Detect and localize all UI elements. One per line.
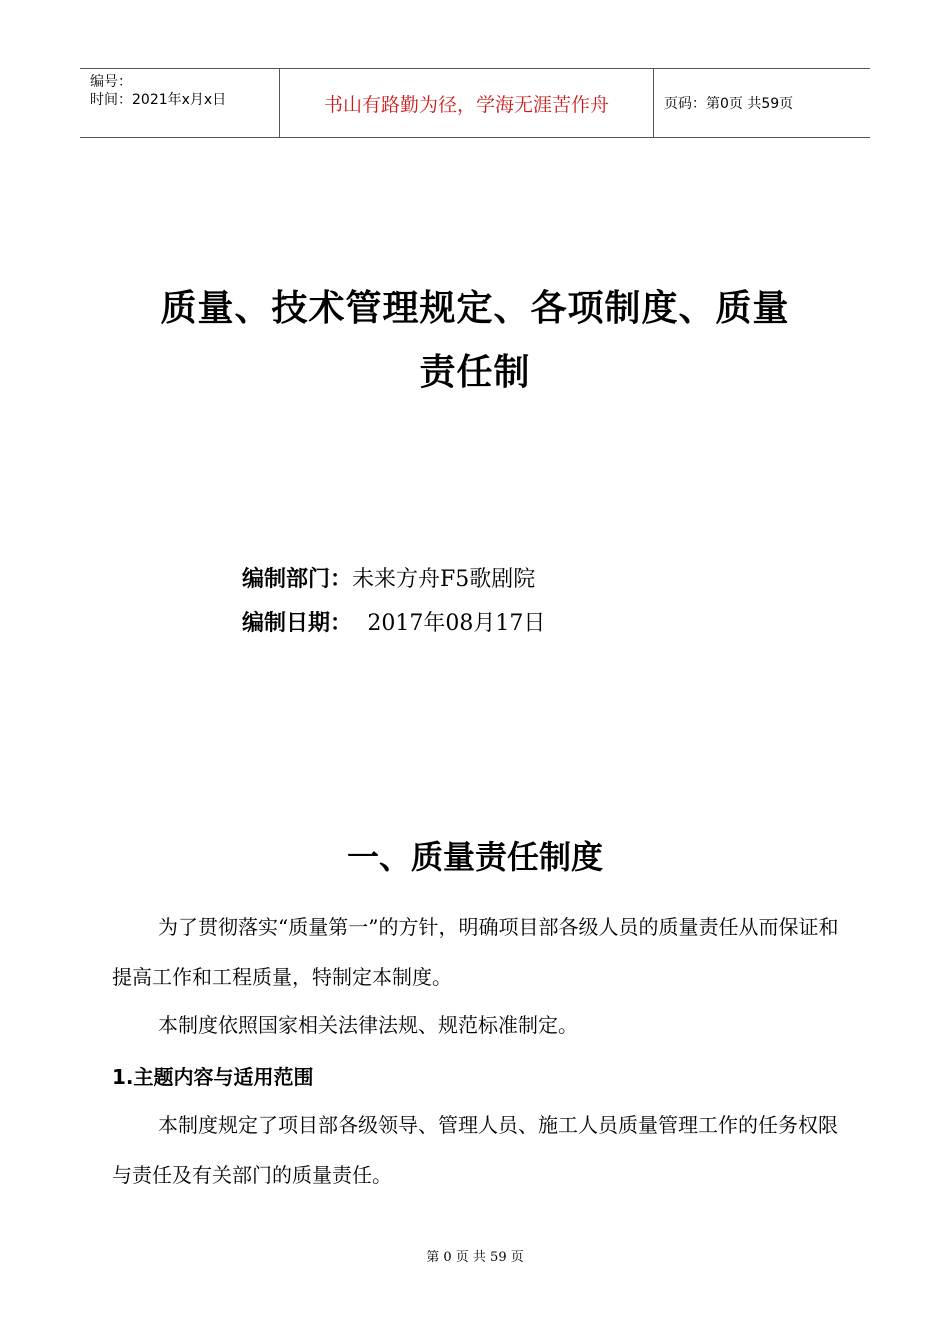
document-title-line1: 质量、技术管理规定、各项制度、质量 [160,288,790,329]
date-label: 编制日期： [242,610,353,636]
header-motto: 书山有路勤为径，学海无涯苦作舟 [280,69,654,137]
paragraph-3: 本制度规定了项目部各级领导、管理人员、施工人员质量管理工作的任务权限与责任及有关部门的质量责任。 [112,1113,838,1187]
paragraph-2: 本制度依照国家相关法律法规、规范标准制定。 [158,1013,578,1037]
number-label: 编号： [90,74,132,90]
header-page-info: 页码：第0页 共59页 [664,96,794,112]
compile-department [242,562,535,593]
paragraph-1: 为了贯彻落实“质量第一”的方针，明确项目部各级人员的质量责任从而保证和提高工作和工程质量，特制定本制度。 [112,915,839,989]
document-title-line2: 责任制 [419,352,531,393]
date-value: 2017年08月17日 [367,611,546,636]
section-heading: 一、质量责任制度 [346,838,603,876]
header-meta [80,69,280,137]
header-table [80,68,870,138]
time-label: 时间：2021年x月x日 [90,92,227,108]
dept-value: 未来方舟F5歌剧院 [352,567,536,592]
dept-label: 编制部门： [242,566,353,592]
compile-date [242,606,545,637]
page-footer: 第 0 页 共 59 页 [426,1250,524,1265]
subheading-1: 1.主题内容与适用范围 [112,1065,314,1089]
